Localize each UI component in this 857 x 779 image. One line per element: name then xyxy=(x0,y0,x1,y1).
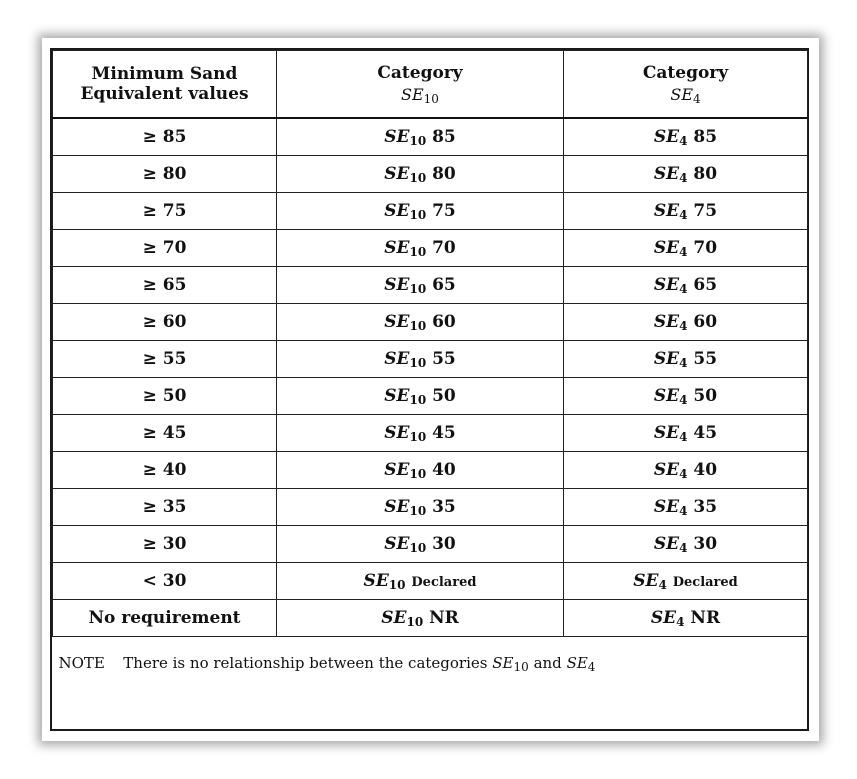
se4-category-cell: $SE_4$ 65 xyxy=(564,267,808,304)
min-value-cell: ≥ 85 xyxy=(53,118,277,156)
table-header-row xyxy=(53,51,808,119)
min-value-cell: ≥ 40 xyxy=(53,452,277,489)
se10-category-cell: $SE_{10}$ 40 xyxy=(277,452,564,489)
se4-category-cell: $SE_4$ 80 xyxy=(564,156,808,193)
se4-category-cell: $SE_4$ Declared xyxy=(564,563,808,600)
header-category-se4: Category $SE_4$ xyxy=(564,51,808,119)
min-value-cell: ≥ 30 xyxy=(53,526,277,563)
se4-category-cell: $SE_4$ 55 xyxy=(564,341,808,378)
se10-category-cell: $SE_{10}$ 80 xyxy=(277,156,564,193)
table-row xyxy=(53,156,808,193)
se4-category-cell: $SE_4$ 30 xyxy=(564,526,808,563)
se4-category-cell: $SE_4$ 70 xyxy=(564,230,808,267)
min-value-cell: ≥ 65 xyxy=(53,267,277,304)
min-value-cell: ≥ 50 xyxy=(53,378,277,415)
se10-category-cell: $SE_{10}$ 75 xyxy=(277,193,564,230)
table-row xyxy=(53,304,808,341)
table-row xyxy=(53,118,808,156)
table-row xyxy=(53,489,808,526)
table-row xyxy=(53,526,808,563)
se4-category-cell: $SE_4$ NR xyxy=(564,600,808,637)
min-value-cell: No requirement xyxy=(53,600,277,637)
min-value-cell: < 30 xyxy=(53,563,277,600)
table-row xyxy=(53,563,808,600)
table-note: NOTE There is no relationship between the categories $SE_{10}$ and $SE_4$ xyxy=(53,637,808,692)
table-row xyxy=(53,341,808,378)
se4-category-cell: $SE_4$ 35 xyxy=(564,489,808,526)
table-row xyxy=(53,415,808,452)
table-row xyxy=(53,230,808,267)
min-value-cell: ≥ 60 xyxy=(53,304,277,341)
se4-category-cell: $SE_4$ 85 xyxy=(564,118,808,156)
se10-category-cell: $SE_{10}$ 55 xyxy=(277,341,564,378)
se10-category-cell: $SE_{10}$ 85 xyxy=(277,118,564,156)
se10-category-cell: $SE_{10}$ 35 xyxy=(277,489,564,526)
table-row xyxy=(53,600,808,637)
note-row xyxy=(53,637,808,692)
se4-category-cell: $SE_4$ 50 xyxy=(564,378,808,415)
se10-category-cell: $SE_{10}$ 30 xyxy=(277,526,564,563)
se4-category-cell: $SE_4$ 45 xyxy=(564,415,808,452)
se10-category-cell: $SE_{10}$ 60 xyxy=(277,304,564,341)
header-category-se10: Category $SE_{10}$ xyxy=(277,51,564,119)
se10-category-cell: $SE_{10}$ NR xyxy=(277,600,564,637)
min-value-cell: ≥ 55 xyxy=(53,341,277,378)
min-value-cell: ≥ 45 xyxy=(53,415,277,452)
se10-category-cell: $SE_{10}$ 65 xyxy=(277,267,564,304)
min-value-cell: ≥ 80 xyxy=(53,156,277,193)
sand-equivalent-table xyxy=(50,48,809,731)
se4-category-cell: $SE_4$ 60 xyxy=(564,304,808,341)
se4-category-cell: $SE_4$ 75 xyxy=(564,193,808,230)
min-value-cell: ≥ 35 xyxy=(53,489,277,526)
se10-category-cell: $SE_{10}$ 70 xyxy=(277,230,564,267)
se10-category-cell: $SE_{10}$ Declared xyxy=(277,563,564,600)
min-value-cell: ≥ 70 xyxy=(53,230,277,267)
min-value-cell: ≥ 75 xyxy=(53,193,277,230)
table-row xyxy=(53,267,808,304)
se4-category-cell: $SE_4$ 40 xyxy=(564,452,808,489)
table-row xyxy=(53,452,808,489)
table-card xyxy=(42,38,819,741)
se10-category-cell: $SE_{10}$ 50 xyxy=(277,378,564,415)
table-row xyxy=(53,193,808,230)
table-row xyxy=(53,378,808,415)
se10-category-cell: $SE_{10}$ 45 xyxy=(277,415,564,452)
header-min-sand-equivalent: Minimum Sand Equivalent values xyxy=(53,51,277,119)
